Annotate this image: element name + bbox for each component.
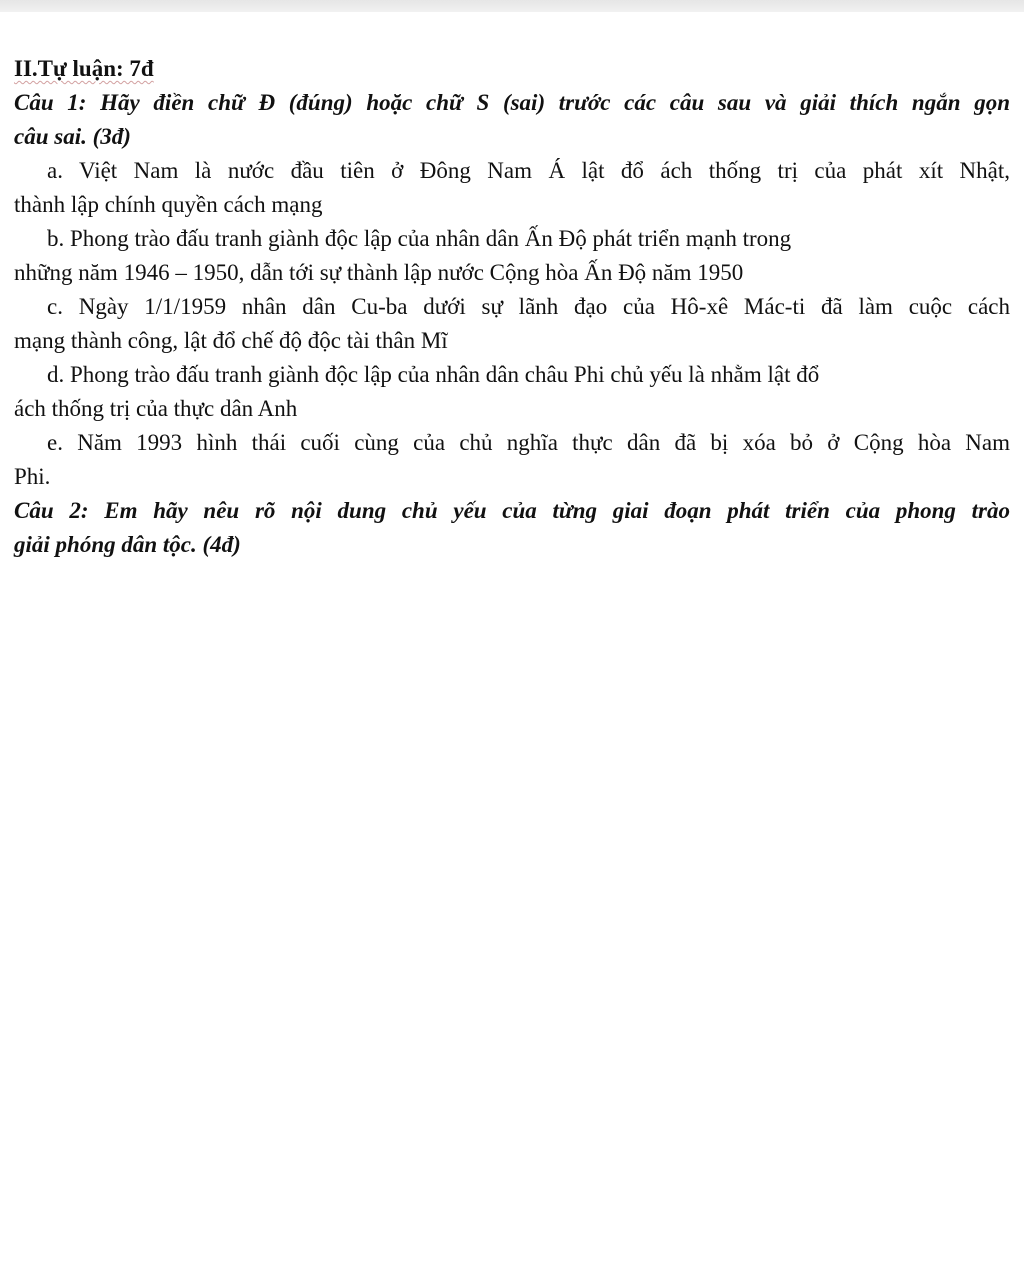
question-2-line-1 xyxy=(14,494,1010,528)
item-b-line-2 xyxy=(14,256,1010,290)
question-2-line-2 xyxy=(14,528,1010,562)
item-a-text-cont: thành lập chính quyền cách mạng xyxy=(14,192,323,217)
document-body xyxy=(14,52,1010,562)
item-c-text: c. Ngày 1/1/1959 nhân dân Cu-ba dưới sự lãnh đạo của Hô-xê Mác-ti đã làm cuộc cách xyxy=(47,294,1010,319)
item-d-line-1 xyxy=(14,358,1010,392)
question-2-text: Câu 2: Em hãy nêu rõ nội dung chủ yếu của từng giai đoạn phát triển của phong trào xyxy=(14,498,1010,523)
document-page xyxy=(0,12,1024,1279)
question-1-text: Câu 1: Hãy điền chữ Đ (đúng) hoặc chữ S (sai) trước các câu sau và giải thích ngắn gọn xyxy=(14,90,1010,115)
item-c-text-cont: mạng thành công, lật đổ chế độ độc tài thân Mĩ xyxy=(14,328,448,353)
item-a-text: a. Việt Nam là nước đầu tiên ở Đông Nam Á lật đổ ách thống trị của phát xít Nhật, xyxy=(47,158,1010,183)
item-c-line-1 xyxy=(14,290,1010,324)
question-1-line-2 xyxy=(14,120,1010,154)
item-d-text-cont: ách thống trị của thực dân Anh xyxy=(14,396,298,421)
item-e-line-1 xyxy=(14,426,1010,460)
section-title-text: II.Tự luận: 7đ xyxy=(14,56,154,81)
question-1-line-1 xyxy=(14,86,1010,120)
item-e-text: e. Năm 1993 hình thái cuối cùng của chủ nghĩa thực dân đã bị xóa bỏ ở Cộng hòa Nam xyxy=(47,430,1010,455)
item-d-line-2 xyxy=(14,392,1010,426)
item-a-line-2 xyxy=(14,188,1010,222)
question-1-text-cont: câu sai. (3đ) xyxy=(14,124,131,149)
question-2-text-cont: giải phóng dân tộc. (4đ) xyxy=(14,532,241,557)
item-b-text-cont: những năm 1946 – 1950, dẫn tới sự thành lập nước Cộng hòa Ấn Độ năm 1950 xyxy=(14,260,744,285)
item-c-line-2 xyxy=(14,324,1010,358)
item-d-text: d. Phong trào đấu tranh giành độc lập của nhân dân châu Phi chủ yếu là nhằm lật đổ xyxy=(47,362,820,387)
item-b-line-1 xyxy=(14,222,1010,256)
item-e-text-cont: Phi. xyxy=(14,464,51,489)
item-a-line-1 xyxy=(14,154,1010,188)
item-e-line-2 xyxy=(14,460,1010,494)
section-heading xyxy=(14,52,1010,86)
item-b-text: b. Phong trào đấu tranh giành độc lập của nhân dân Ấn Độ phát triển mạnh trong xyxy=(47,226,792,251)
